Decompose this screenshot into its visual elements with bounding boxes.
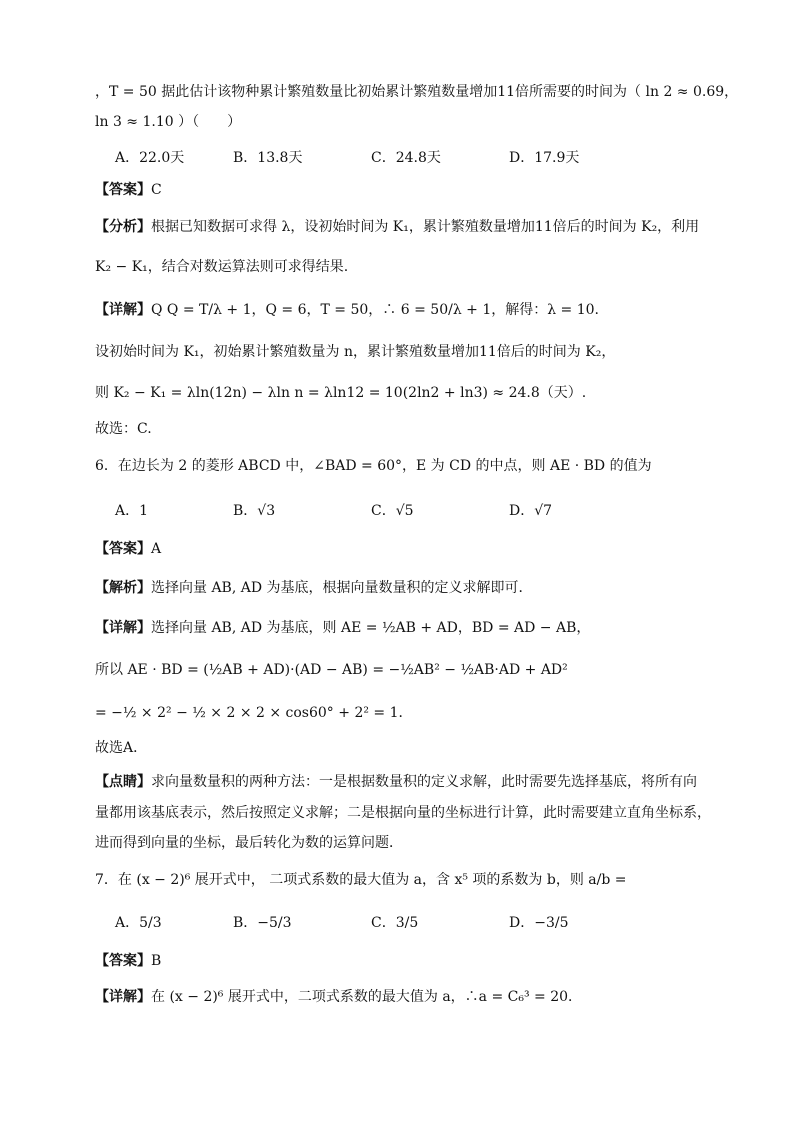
q6-comment-text1: 求向量数量积的两种方法：一是根据数量积的定义求解，此时需要先选择基底，将所有向: [151, 774, 697, 790]
q6-option-d: D．√7: [509, 503, 553, 519]
q5-option-b: B．13.8天: [233, 150, 303, 166]
answer-tag: 【答案】: [95, 953, 151, 969]
q5-choose: 故选：C.: [95, 421, 152, 437]
analysis-tag: 【解析】: [95, 580, 151, 596]
q6-detail-line1: [95, 618, 590, 638]
answer-tag: 【答案】: [95, 541, 151, 557]
q5-analysis-text1: 根据已知数据可求得 λ，设初始时间为 K₁，累计繁殖数量增加11倍后的时间为 K₂，利用: [151, 219, 700, 235]
q5-stem-line1: ，T = 50 据此估计该物种累计繁殖数量比初始累计繁殖数量增加11倍所需要的时间为（ ln 2 ≈ 0.69，: [95, 84, 739, 100]
q6-analysis-text: 选择向量 AB, AD 为基底，根据向量数量积的定义求解即可．: [151, 580, 533, 596]
detail-tag: 【详解】: [95, 302, 151, 318]
q6-detail-line3: = −½ × 2² − ½ × 2 × 2 × cos60° + 2² = 1．: [95, 705, 413, 721]
q6-detail-text1: 选择向量 AB, AD 为基底，则 AE = ½AB + AD，BD = AD − AB，: [151, 620, 591, 636]
q6-option-a: A．1: [115, 503, 149, 519]
q7-detail-line: [95, 987, 582, 1007]
q6-option-c: C．√5: [371, 503, 414, 519]
q6-analysis-line: [95, 578, 533, 598]
q7-option-a: A．5/3: [115, 915, 162, 931]
detail-tag: 【详解】: [95, 989, 151, 1005]
q5-stem-line2: ln 3 ≈ 1.10 ）（ ）: [95, 114, 242, 130]
q6-answer: A: [151, 541, 162, 557]
q6-stem: 6．在边长为 2 的菱形 ABCD 中，∠BAD = 60°，E 为 CD 的中点，则 AE · BD 的值为: [95, 458, 652, 474]
q7-option-b: B．−5/3: [233, 915, 292, 931]
q5-answer: C: [151, 182, 162, 198]
q7-answer: B: [151, 953, 162, 969]
answer-tag: 【答案】: [95, 182, 151, 198]
q6-comment-line3: 进而得到向量的坐标，最后转化为数的运算问题．: [95, 835, 403, 851]
q6-choose: 故选A．: [95, 740, 148, 756]
q7-answer-line: [95, 951, 161, 971]
q5-analysis-line1: [95, 217, 699, 237]
q5-option-a: A．22.0天: [115, 150, 185, 166]
q7-option-c: C．3/5: [371, 915, 419, 931]
q6-detail-line2: 所以 AE · BD = (½AB + AD)·(AD − AB) = −½AB² − ½AB·AD + AD²: [95, 662, 568, 678]
q5-detail-text1: Q Q = T/λ + 1，Q = 6，T = 50，∴ 6 = 50/λ + 1，解得：λ = 10.: [151, 302, 599, 318]
q6-option-b: B．√3: [233, 503, 276, 519]
q5-option-c: C．24.8天: [371, 150, 441, 166]
comment-tag: 【点睛】: [95, 774, 151, 790]
detail-tag: 【详解】: [95, 620, 151, 636]
q5-option-d: D．17.9天: [509, 150, 580, 166]
q6-comment-line1: [95, 772, 697, 792]
analysis-tag: 【分析】: [95, 219, 151, 235]
q5-answer-line: [95, 180, 162, 200]
q6-answer-line: [95, 539, 161, 559]
q6-comment-line2: 量都用该基底表示，然后按照定义求解；二是根据向量的坐标进行计算，此时需要建立直角坐标系，: [95, 805, 711, 821]
q7-option-d: D．−3/5: [509, 915, 569, 931]
q5-detail-line3: 则 K₂ − K₁ = λln(12n) − λln n = λln12 = 10(2ln2 + ln3) ≈ 24.8（天）.: [95, 385, 587, 401]
q5-detail-line2: 设初始时间为 K₁，初始累计繁殖数量为 n，累计繁殖数量增加11倍后的时间为 K₂，: [95, 344, 616, 360]
q7-stem: 7．在 (x − 2)⁶ 展开式中， 二项式系数的最大值为 a，含 x⁵ 项的系数为 b，则 a/b =: [95, 872, 627, 888]
q7-detail-text: 在 (x − 2)⁶ 展开式中，二项式系数的最大值为 a，∴a = C₆³ = 20．: [151, 989, 583, 1005]
q5-analysis-line2: K₂ − K₁，结合对数运算法则可求得结果.: [95, 259, 349, 275]
q5-detail-line1: [95, 300, 599, 320]
